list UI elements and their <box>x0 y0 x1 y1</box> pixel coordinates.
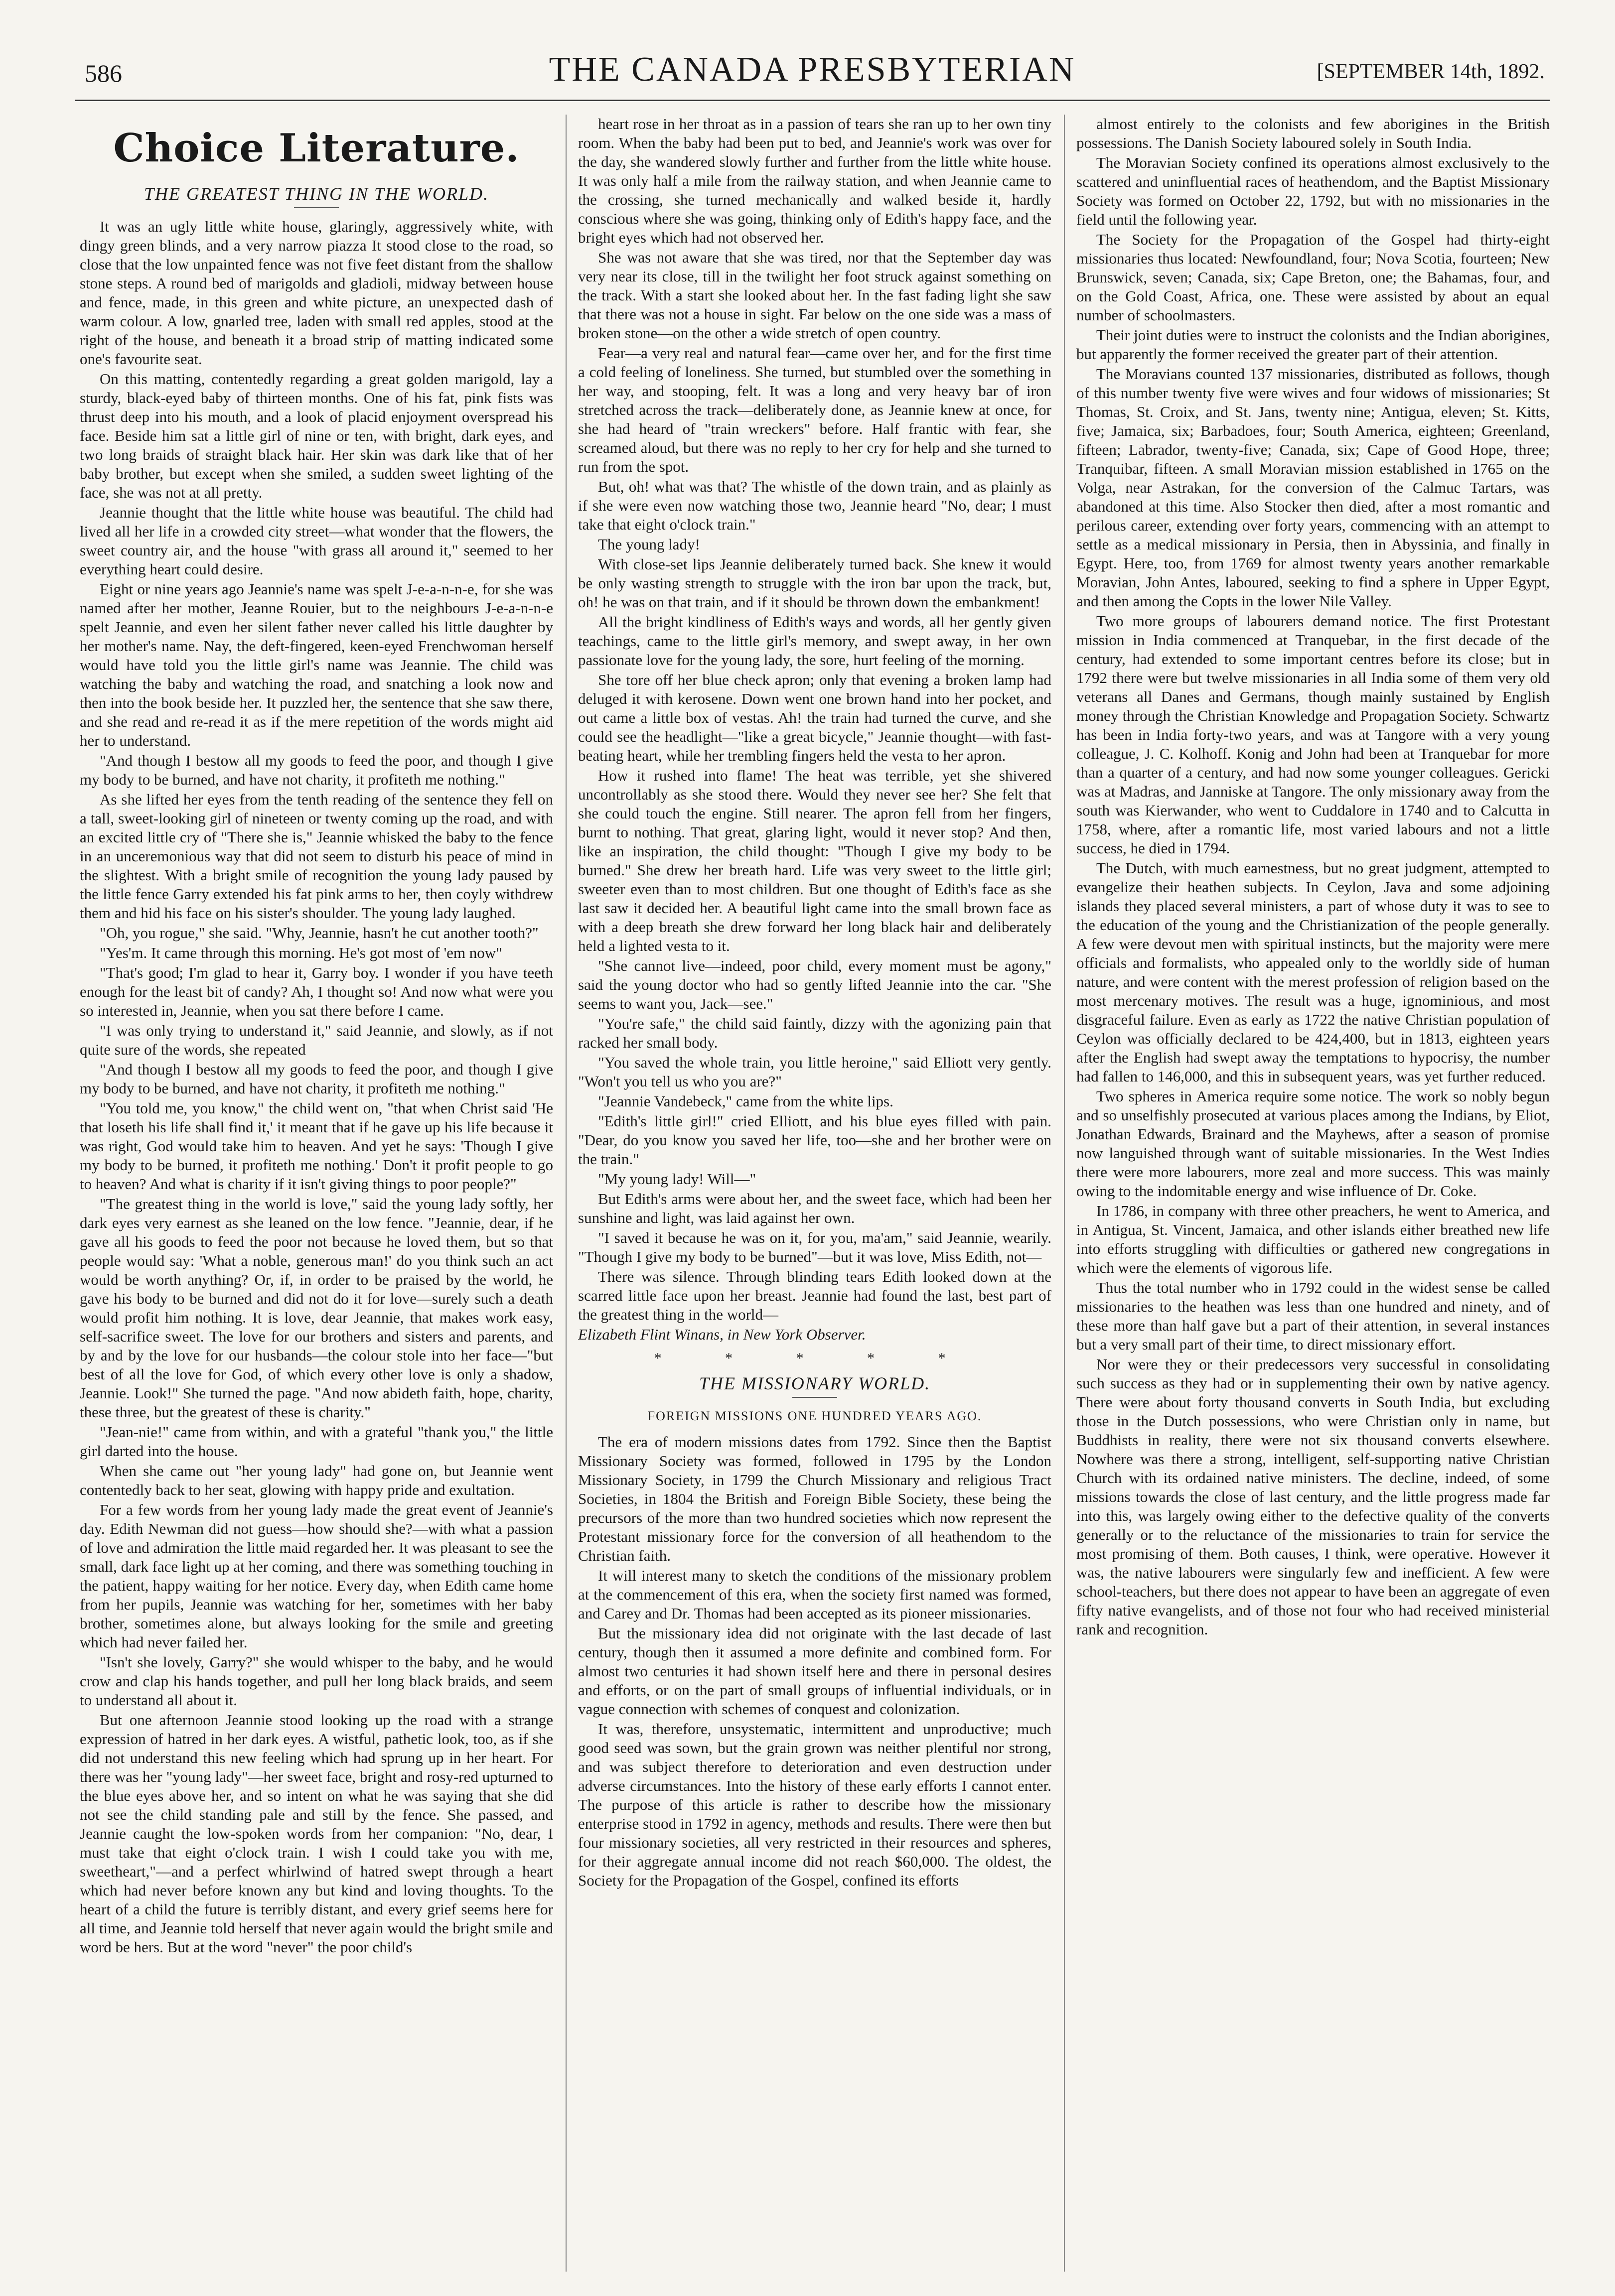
masthead: THE CANADA PRESBYTERIAN <box>549 50 1076 89</box>
paragraph: "You told me, you know," the child went on, "that when Christ said 'He that loseth his life shall find it,' it meant that if he gave up his life because it was right, God would take him to heaven. And yet he says: 'Though I give my body to be burned, it profiteth me nothing.' Don't it profit people to go to heaven? And what is charity if it isn't giving things to poor people?" <box>80 1099 553 1193</box>
paragraph: "Edith's little girl!" cried Elliott, and his blue eyes filled with pain. "Dear, do you know you saved her life, too—she and her brother were on the train." <box>578 1112 1051 1168</box>
paragraph: The Moravian Society confined its operations almost exclusively to the scattered and uninfluential races of heathendom, and the Baptist Missionary Society was formed on October 22, 1792, but with no missionaries in the field until the following year. <box>1076 154 1550 228</box>
paragraph: With close-set lips Jeannie deliberately turned back. She knew it would be only wasting strength to struggle with the iron bar upon the track, but, oh! he was on that train, and if it should be thrown down the embankment! <box>578 555 1051 611</box>
story-byline <box>578 1325 1051 1344</box>
paragraph: Fear—a very real and natural fear—came over her, and for the first time a cold feeling of loneliness. She turned, but stumbled over the something in her way, and stooping, felt. It was a long and very heavy bar of iron stretched across the track—deliberately done, as Jeannie knew at once, for she had heard of "train wreckers" before. Half frantic with fear, she screamed aloud, but there was no reply to her cry for help and she turned to run from the spot. <box>578 344 1051 475</box>
section-title: Choice Literature. <box>113 126 520 171</box>
paragraph: There was silence. Through blinding tears Edith looked down at the scarred little face upon her breast. Jeannie had found the last, best part of the greatest thing in the world— <box>578 1268 1051 1323</box>
paragraph: The Dutch, with much earnestness, but no great judgment, attempted to evangelize their heathen subjects. In Ceylon, Java and some adjoining islands they placed several ministers, a part of whose duty it was to see to the education of the young and the Christianization of the people generally. A few were devout men with spiritual instincts, but the majority were mere officials and formalists, who appealed only to the worldly side of human nature, and were content with the merest profession of religion based on the most mercenary motives. The result was a huge, ignominious, and most disgraceful failure. Even as early as 1722 the native Christian population of Ceylon was officially declared to be 424,400, but in 1813, eighteen years after the English had swept away the temptations to hypocrisy, the number had fallen to 146,000, and this in subsequent years, was yet further reduced. <box>1076 859 1550 1085</box>
paragraph: "Jean-nie!" came from within, and with a grateful "thank you," the little girl darted into the house. <box>80 1423 553 1460</box>
missions-body-col3 <box>1076 115 1550 1639</box>
paragraph: Eight or nine years ago Jeannie's name was spelt J-e-a-n-n-e, for she was named after her mother, Jeanne Rouier, but to the neighbours J-e-a-n-n-e spelt Jeannie, and even her silent father never called his little daughter by her mother's name. Nay, the deft-fingered, keen-eyed Frenchwoman herself would have told you the little girl's name was Jeannie. The child was watching the baby and watching the road, and snatching a look now and then into the book beside her. It puzzled her, the sentence that she saw there, and she read and re-read it as if the mere repetition of the words might aid her to understand. <box>80 580 553 749</box>
paragraph: "I saved it because he was on it, for you, ma'am," said Jeannie, wearily. "Though I give my body to be burned"—but it was love, Miss Edith, not— <box>578 1229 1051 1265</box>
paragraph: "Oh, you rogue," she said. "Why, Jeannie, hasn't he cut another tooth?" <box>100 924 539 942</box>
paragraph: Nor were they or their predecessors very successful in consolidating such success as they had or in supplementing their own by native agency. There were about forty thousand converts in South India, but excluding those in the Dutch possessions, who were Christian only in name, but Buddhists in reality, there were not six thousand converts elsewhere. Nowhere was there a strong, intelligent, self-supporting native Christian Church with its ordained native ministers. The decline, indeed, of some missions towards the close of last century, and the little progress made far into this, was largely owing either to the defective quality of the converts generally or to the reluctance of the missionaries to train for service the most promising of them. Both causes, I think, were operative. However it was, the native labourers were singularly few and inefficient. A few were school-teachers, but there does not appear to have been an aggregate of even fifty native evangelists, and of those not four who had received ministerial rank and recognition. <box>1076 1355 1550 1638</box>
paragraph: "She cannot live—indeed, poor child, every moment must be agony," said the young doctor who had so gently lifted Jeannie into the car. "She seems to want you, Jack—see." <box>578 957 1051 1012</box>
column-rule-1 <box>566 115 567 2272</box>
paragraph: "You're safe," the child said faintly, dizzy with the agonizing pain that racked her small body. <box>578 1015 1051 1051</box>
paragraph: "And though I bestow all my goods to feed the poor, and though I give my body to be burned, and have not charity, it profiteth me nothing." <box>80 1061 553 1097</box>
paragraph: On this matting, contentedly regarding a great golden marigold, lay a sturdy, black-eyed baby of thirteen months. One of his fat, pink fists was thrust deep into his mouth, and a look of placid enjoyment overspread his face. Beside him sat a little girl of nine or ten, with bright, dark eyes, and two long braids of straight black hair. Her skin was dark like that of her baby brother, but except when she smiled, a sudden sweet lighting of the face, she was not at all pretty. <box>80 370 553 501</box>
paragraph: But Edith's arms were about her, and the sweet face, which had been her sunshine and light, was laid against her own. <box>578 1190 1051 1226</box>
paragraph: It will interest many to sketch the conditions of the missionary problem at the commencement of this era, when the society first named was formed, and Carey and Dr. Thomas had been accepted as its pioneer missionaries. <box>578 1567 1051 1622</box>
paragraph: It was an ugly little white house, glaringly, aggressively white, with dingy green blinds, and a very narrow piazza It stood close to the road, so close that the low unpainted fence was not five feet distant from the shallow stone steps. A round bed of marigolds and gladioli, midway between house and fence, made, in this green and white picture, an unexpected dash of warm colour. A low, gnarled tree, laden with small red apples, stood at the right of the house, and beneath it a broad strip of matting indicated some one's favourite seat. <box>80 218 553 368</box>
byline: Elizabeth Flint Winans, in New York Observer. <box>578 1326 866 1343</box>
paragraph: But, oh! what was that? The whistle of the down train, and as plainly as if she were even now watching those two, Jeannie heard "No, dear; I must take that eight o'clock train." <box>578 478 1051 533</box>
paragraph: "Yes'm. It came through this morning. He's got most of 'em now" <box>100 944 502 961</box>
paragraph: But the missionary idea did not originate with the last decade of last century, though then it assumed a more definite and combined form. For almost two centuries it had shown itself here and there in personal desires and efforts, or on the part of small groups of influential individuals, or in vague connection with schemes of conquest and colonization. <box>578 1624 1051 1718</box>
issue-date: [SEPTEMBER 14th, 1892. <box>1317 60 1545 83</box>
page-header <box>75 45 1550 101</box>
paragraph: Thus the total number who in 1792 could in the widest sense be called missionaries to the heathen was less than one hundred and ninety, and of these more than half gave but a part of their attention, in several instances but a very small part of their time, to direct missionary effort. <box>1076 1279 1550 1353</box>
column-2 <box>578 115 1051 2272</box>
column-3 <box>1076 115 1550 2272</box>
paragraph: "And though I bestow all my goods to feed the poor, and though I give my body to be burned, and have not charity, it profiteth me nothing." <box>80 752 553 788</box>
story-body-col2 <box>578 115 1051 1324</box>
story-title: THE GREATEST THING IN THE WORLD. <box>144 184 489 204</box>
column-1 <box>80 115 553 2272</box>
title-rule <box>294 207 339 208</box>
paragraph: For a few words from her young lady made the great event of Jeannie's day. Edith Newman did not guess—how should she?—with what a passion of love and admiration the little maid regarded her. It was pleasant to see the small, dark face light up at her coming, and there was something touching in the patient, happy waiting for her notice. Every day, when Edith came home from her pupils, Jeannie was watching for her, sometimes with her baby brother, sometimes alone, but always looking for the smile and greeting which had never failed her. <box>80 1501 553 1651</box>
section-separator: * * * * * <box>654 1350 976 1366</box>
paragraph: All the bright kindliness of Edith's ways and words, all her gently given teachings, came to the little girl's memory, and swept away, in her own passionate love for the young lady, the sore, hurt feeling of the morning. <box>578 613 1051 669</box>
paragraph: heart rose in her throat as in a passion of tears she ran up to her own tiny room. When the baby had been put to bed, and Jeannie's work was over for the day, she wandered slowly further and further from the little white house. It was only half a mile from the railway station, and when Jeannie came to the crossing, she turned mechanically and walked beside it, hardly conscious where she was going, thinking only of Edith's happy face, and the bright eyes which had not observed her. <box>578 115 1051 246</box>
paragraph: But one afternoon Jeannie stood looking up the road with a strange expression of hatred in her dark eyes. A wistful, pathetic look, too, as if she did not understand this new feeling which had sprung up in her heart. For there was her "young lady"—her sweet face, bright and rosy-red upturned to the blue eyes above her, and so intent on what he was saying that she did not see the child standing pale and still by the fence. She passed, and Jeannie caught the low-spoken words from her companion: "No, dear, I must take that eight o'clock train. I wish I could take you with me, sweetheart,"—and a perfect whirlwind of hatred swept through a heart which had never before known any but kind and loving thoughts. To the heart of a child the future is terribly distant, and every grief seems here for all time, and Jeannie told herself that never again would the bright smile and word be hers. But at the word "never" the poor child's <box>80 1711 553 1956</box>
paragraph: "Jeannie Vandebeck," came from the white lips. <box>598 1092 893 1110</box>
missions-body-col2 <box>578 1433 1051 1890</box>
paragraph: The Society for the Propagation of the Gospel had thirty-eight missionaries thus located: Newfoundland, four; Nova Scotia, fourteen; New Brunswick, seven; Canada, six; Cape Breton, one; the Bahamas, four, and on the Gold Coast, Africa, one. These were assisted by about an equal number of schoolmasters. <box>1076 231 1550 324</box>
paragraph: almost entirely to the colonists and few aborigines in the British possessions. The Danish Society laboured solely in South India. <box>1076 115 1550 151</box>
paragraph: "That's good; I'm glad to hear it, Garry boy. I wonder if you have teeth enough for the least bit of candy? Ah, I thought so! And now what were you so interested in, Jeannie, when you sat there before I came. <box>80 964 553 1019</box>
paragraph: "The greatest thing in the world is love," said the young lady softly, her dark eyes very earnest as she leaned on the low fence. "Jeannie, dear, if he gave all his goods to feed the poor not because he loved them, but so that people would say: 'What a noble, generous man!' do you think such an act would be worth anything? Or, if, in order to be praised by the world, he gave his body to be burned and did not do it for love—surely such a death would profit him nothing. It is love, dear Jeannie, that makes work easy, self-sacrifice sweet. The love for our brothers and sisters and parents, and by and by the love for our husbands—the colour stole into her face—"but best of all the love for God, of which every other love is only a shadow, Jeannie. Look!" She turned the page. "And now abideth faith, hope, charity, these three, but the greatest of these is charity." <box>80 1195 553 1421</box>
paragraph: The Moravians counted 137 missionaries, distributed as follows, though of this number twenty five were wives and four widows of missionaries; St Thomas, St. Croix, and St. Jans, twenty nine; Antigua, eleven; St. Kitts, five; Jamaica, six; Barbadoes, four; South America, eighteen; Greenland, fifteen; Labrador, twenty-five; Canada, six; Cape of Good Hope, three; Tranquibar, fifteen. A small Moravian mission established in 1765 on the Volga, near Astrakan, for the conversion of the Calmuc Tartars, was abandoned at this time. Also Stocker then died, after a most romantic and perilous career, extending over forty years, commencing with an attempt to settle as a medical missionary in Persia, then in Abyssinia, and finally in Egypt. Here, too, from 1769 for almost twenty years another remarkable Moravian, John Antes, laboured, seeking to find a sphere in Upper Egypt, and then among the Copts in the lower Nile Valley. <box>1076 365 1550 610</box>
column-rule-2 <box>1064 115 1065 2272</box>
paragraph: Jeannie thought that the little white house was beautiful. The child had lived all her life in a crowded city street—what wonder that the flowers, the sweet country air, and the house "with grass all around it," seemed to her everything heart could desire. <box>80 504 553 578</box>
missions-subtitle: FOREIGN MISSIONS ONE HUNDRED YEARS AGO. <box>647 1409 982 1423</box>
page-number: 586 <box>85 59 122 87</box>
paragraph: How it rushed into flame! The heat was terrible, yet she shivered uncontrollably as she stood there. Would they never see her? She felt that she could touch the engine. Still nearer. The apron fell from her fingers, burnt to nothing. That great, glaring light, would it never stop? And then, like an inspiration, the child thought: "Though I give my body to be burned." She drew her breath hard. Life was very sweet to the little girl; sweeter even than to most children. But one thought of Edith's face as she last saw it decided her. A beautiful light came into the small brown face as with a deep breath she drew forward her long black hair and deliberately held a lighted vesta to it. <box>578 767 1051 954</box>
missions-title-rule <box>792 1397 837 1398</box>
paragraph: Two spheres in America require some notice. The work so nobly begun and so unselfishly prosecuted at various places among the Indians, by Eliot, Jonathan Edwards, Brainard and the Mayhews, after a season of promise now languished through want of suitable missionaries. In the West Indies there were more labourers, more zeal and more success. This was mainly owing to the indomitable energy and wise influence of Dr. Coke. <box>1076 1087 1550 1200</box>
paragraph: "Isn't she lovely, Garry?" she would whisper to the baby, and he would crow and clap his hands together, and pull her long black braids, and seem to understand all about it. <box>80 1653 553 1709</box>
paragraph: "My young lady! Will—" <box>598 1170 756 1188</box>
paragraph: In 1786, in company with three other preachers, he went to America, and in Antigua, St. Vincent, Jamaica, and other islands either breathed new life into efforts struggling with difficulties or gathered new congregations in which were the elements of vigorous life. <box>1076 1202 1550 1276</box>
paragraph: When she came out "her young lady" had gone on, but Jeannie went contentedly back to her seat, glowing with happy pride and exultation. <box>80 1462 553 1498</box>
paragraph: Their joint duties were to instruct the colonists and the Indian aborigines, but apparently the former received the greater part of their attention. <box>1076 326 1550 363</box>
missions-title: THE MISSIONARY WORLD. <box>699 1373 931 1393</box>
paragraph: "You saved the whole train, you little heroine," said Elliott very gently. "Won't you tell us who you are?" <box>578 1054 1051 1090</box>
paragraph: The era of modern missions dates from 1792. Since then the Baptist Missionary Society was formed, followed in 1795 by the London Missionary Society, in 1799 the Church Missionary and religious Tract Societies, in 1804 the British and Foreign Bible Society, these being the precursors of the more than two hundred societies which now represent the Protestant missionary force for the conversion of all heathendom to the Christian faith. <box>578 1433 1051 1564</box>
paragraph: "I was only trying to understand it," said Jeannie, and slowly, as if not quite sure of the words, she repeated <box>80 1022 553 1058</box>
story-body-col1 <box>80 217 553 1957</box>
paragraph: The young lady! <box>598 536 700 553</box>
paragraph: Two more groups of labourers demand notice. The first Protestant mission in India commenced at Tranquebar, in the first decade of the century, had extended to some important centres before its close; but in 1792 there were but twelve missionaries in all India some of them very old veterans all Danes and Germans, though mainly sustained by English money through the Christian Knowledge and Propagation Society. Schwartz has been in India forty-two years, and was at Tangore with a very young colleague, J. C. Kolhoff. Konig and John had been at Tranquebar for more than a quarter of a century, and had now some younger colleagues. Gericki was at Madras, and Janniske at Tangore. The only missionary away from the south was Kierwander, who went to Cuddalore in 1740 and to Calcutta in 1758, where, after a romantic life, most varied labours and not a little success, he died in 1794. <box>1076 612 1550 857</box>
paragraph: It was, therefore, unsystematic, intermittent and unproductive; much good seed was sown, but the grain grown was neither plentiful nor strong, and was subject therefore to deterioration and even destruction under adverse circumstances. Into the history of these early efforts I cannot enter. The purpose of this article is rather to describe how the missionary enterprise stood in 1792 in agency, methods and results. There were then but four missionary societies, all very restricted in their resources and spheres, for their aggregate annual income did not reach $60,000. The oldest, the Society for the Propagation of the Gospel, confined its efforts <box>578 1720 1051 1889</box>
paragraph: She tore off her blue check apron; only that evening a broken lamp had deluged it with kerosene. Down went one brown hand into her pocket, and out came a little box of vestas. Ah! the train had turned the curve, and she could see the headlight—"like a great bicycle," Jeannie thought—with fast-beating heart, while her trembling fingers held the vesta to her apron. <box>578 671 1051 764</box>
paragraph: As she lifted her eyes from the tenth reading of the sentence they fell on a tall, sweet-looking girl of nineteen or twenty coming up the road, and with an excited little cry of "There she is," Jeannie whisked the baby to the fence in an unceremonious way that did not seem to disturb his peace of mind in the slightest. With a bright smile of recognition the young lady paused by the little fence Garry extended his fat pink arms to her, then coyly withdrew them and hid his face on his sister's shoulder. The young lady laughed. <box>80 791 553 922</box>
paragraph: She was not aware that she was tired, nor that the September day was very near its close, till in the twilight her foot struck against something on the track. With a start she looked about her. In the fast fading light she saw that there was not a house in sight. Far below on the one side was a mass of broken stone—on the other a wide stretch of open country. <box>578 249 1051 342</box>
